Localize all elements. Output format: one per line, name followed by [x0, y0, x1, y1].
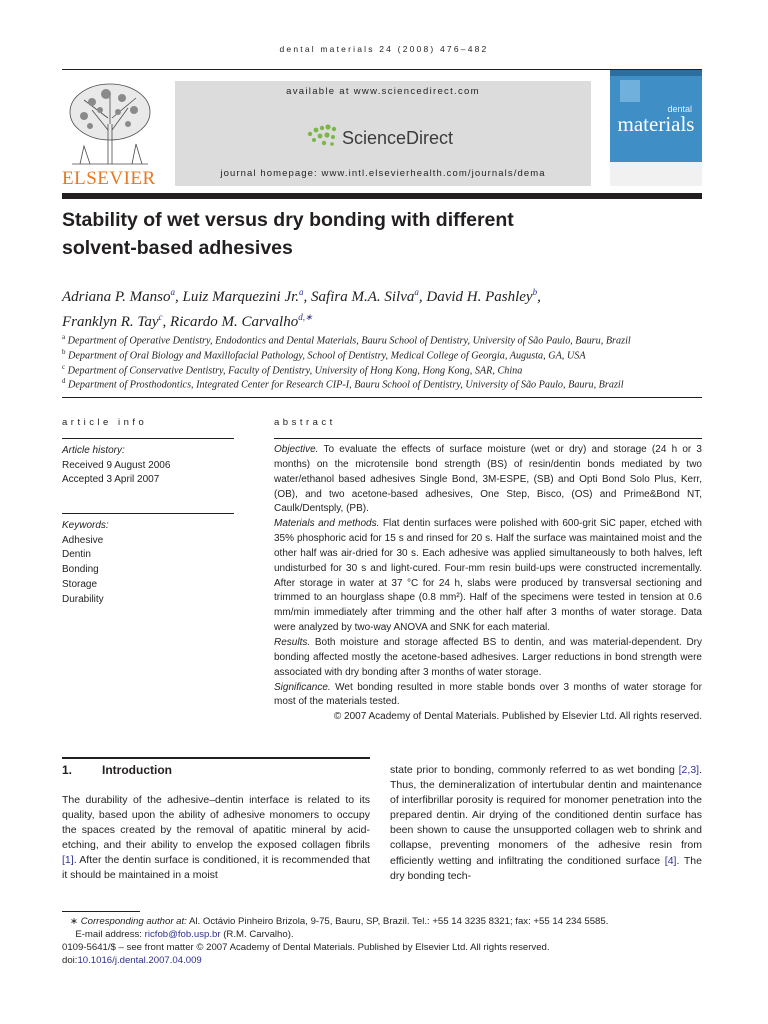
- abstract-objective: [274, 443, 702, 517]
- citation-link[interactable]: [1]: [62, 854, 74, 867]
- article-info-rule: [62, 438, 234, 439]
- author-separator: ,: [418, 289, 427, 305]
- intro-text: . Thus, the demineralization of intertubular dentin and maintenance of interfibrillar porosity is required for monomer penetration into the prepared dentin. Air drying of the conditioned dentin surface has been shown to cause the unsupported collagen web to shrink and collapse, preventing monomers of the adhesive resin from efficiently wetting and infiltrating the conditioned surface: [390, 764, 702, 867]
- intro-text: . After the dentin surface is conditioned, it is recommended that it should be maintained in a moist: [62, 854, 370, 882]
- article-title: [62, 206, 702, 262]
- affiliation-d: [62, 374, 702, 392]
- email-label: E-mail address:: [75, 929, 142, 940]
- intro-left-column: [62, 793, 370, 884]
- journal-cover-image: [610, 70, 702, 186]
- citation-link[interactable]: [2,3]: [678, 764, 700, 776]
- abstract-copyright: © 2007 Academy of Dental Materials. Published by Elsevier Ltd. All rights reserved.: [333, 711, 702, 723]
- author-name: Adriana P. Manso: [62, 289, 171, 305]
- significance-text: Wet bonding resulted in more stable bonds over 3 months of water storage for most of the materials tested.: [274, 681, 702, 708]
- keywords-label: Keywords:: [62, 520, 109, 531]
- available-at-text: available at www.sciencedirect.com: [286, 86, 480, 97]
- methods-text: Flat dentin surfaces were polished with 600-grit SiC paper, etched with 35% phosphoric acid for 15 s and rinsed for 20 s. Half the surface was maintained moist and the other half was air-dried for 30 s. Each adhesive was applied simultaneously to both halves, left undisturbed for 30 s and light-cured. Four-mm resin build-ups were constructed incrementally. After storage in water at 37 °C for 24 h, slabs were produced by transversal sectioning and trimmed to an hourglass shape (0.8 mm²). Half of the specimens were tested in tension at 0.6 mm/min immediately after trimming and the other half after 3 months of water storage. Data were analyzed by two-way ANOVA and SNK for each material.: [274, 518, 702, 634]
- elsevier-tree-logo-icon: [62, 80, 158, 166]
- keyword: Adhesive: [62, 534, 104, 546]
- affiliation-mark: c: [62, 363, 66, 371]
- keywords-rule: [62, 513, 234, 514]
- author-line-2: [62, 307, 702, 332]
- email-link[interactable]: ricfob@fob.usp.br: [144, 929, 221, 940]
- journal-homepage-text: journal homepage: www.intl.elsevierhealth.com/journals/dema: [220, 168, 546, 179]
- keyword: Bonding: [62, 564, 99, 576]
- received-date: Received 9 August 2006: [62, 459, 171, 471]
- abstract-heading: abstract: [274, 417, 336, 428]
- abstract-rule: [274, 438, 702, 439]
- intro-right-column: [390, 763, 702, 884]
- intro-text: state prior to bonding, commonly referred to as wet bonding: [390, 764, 679, 776]
- cover-top-band: [610, 70, 702, 76]
- author-affiliation-mark: a: [414, 287, 419, 297]
- doi-link[interactable]: 10.1016/j.dental.2007.04.009: [77, 955, 202, 966]
- author-affiliation-mark: b: [532, 287, 538, 297]
- cover-bottom-band: [610, 162, 702, 186]
- author-list: [62, 282, 702, 332]
- results-label: Results.: [274, 636, 311, 648]
- elsevier-logo-text: ELSEVIER: [62, 168, 156, 189]
- author-affiliation-mark: a: [299, 287, 304, 297]
- abstract-methods: [274, 517, 702, 636]
- keyword: Dentin: [62, 549, 91, 561]
- front-matter-note: 0109-5641/$ – see front matter © 2007 Academy of Dental Materials. Published by Elsevier Ltd. All rights reserved.: [62, 942, 550, 953]
- affiliation-mark: a: [62, 333, 66, 341]
- affiliation-text: Department of Prosthodontics, Integrated Center for Research CIP-I, Bauru School of Dentistry, University of São Paulo, Bauru, Brazil: [68, 379, 624, 391]
- accepted-date: Accepted 3 April 2007: [62, 474, 160, 486]
- author-name: Franklyn R. Tay: [62, 314, 159, 330]
- corresponding-author-note: [62, 915, 702, 928]
- significance-label: Significance.: [274, 681, 331, 693]
- results-text: Both moisture and storage affected BS to dentin, and was material-dependent. Dry bonding affected mostly the acetone-based adhesives. Larger reductions in bond strength were associated with dry bonding after 3 months of water storage.: [274, 636, 703, 678]
- title-line-2: solvent-based adhesives: [62, 237, 293, 259]
- corresponding-text: Al. Octávio Pinheiro Brizola, 9-75, Bauru, SP, Brazil. Tel.: +55 14 3235 8321; fax: +55 14 234 5585.: [189, 916, 609, 927]
- sciencedirect-wordmark: ScienceDirect: [342, 128, 454, 148]
- title-rule: [62, 193, 702, 199]
- objective-label: Objective.: [274, 444, 319, 455]
- author-affiliation-mark: c: [158, 312, 163, 322]
- citation-link[interactable]: [4]: [664, 854, 677, 867]
- keywords-block: [62, 519, 234, 607]
- footnote-rule: [62, 911, 140, 912]
- title-line-1: Stability of wet versus dry bonding with different: [62, 209, 514, 231]
- email-note: [62, 928, 702, 941]
- author-name: Safira M.A. Silva: [311, 289, 415, 305]
- author-line-1: [62, 282, 702, 307]
- abstract-significance: [274, 681, 702, 711]
- affiliation-text: Department of Operative Dentistry, Endodontics and Dental Materials, Bauru School of Dentistry, University of São Paulo, Bauru, Brazil: [67, 335, 631, 347]
- author-name: Ricardo M. Carvalho: [170, 314, 299, 330]
- affiliation-text: Department of Conservative Dentistry, Faculty of Dentistry, University of Hong Kong, Hong Kong, SAR, China: [67, 365, 523, 377]
- article-info-heading: article info: [62, 417, 148, 428]
- history-label: Article history:: [62, 445, 125, 456]
- affiliation-mark: b: [62, 348, 66, 356]
- doi-note: [62, 954, 702, 967]
- doi-label: doi:: [62, 955, 78, 966]
- intro-text: . The dry bonding tech-: [390, 854, 702, 882]
- abstract-results: [274, 636, 702, 681]
- author-separator: ,: [303, 289, 312, 305]
- corresponding-label: Corresponding author at:: [80, 916, 187, 927]
- author-separator: ,: [162, 314, 171, 330]
- affiliation-text: Department of Oral Biology and Maxillofacial Pathology, School of Dentistry, Medical College of Georgia, Augusta, GA, USA: [68, 350, 586, 362]
- author-name: Luiz Marquezini Jr.: [182, 289, 300, 305]
- author-affiliation-mark: a: [170, 287, 175, 297]
- author-name: David H. Pashley: [426, 289, 533, 305]
- email-owner: (R.M. Carvalho).: [223, 929, 294, 940]
- author-separator: ,: [537, 289, 541, 305]
- cover-thumbnail-icon: [620, 80, 640, 102]
- keyword: Durability: [62, 593, 104, 605]
- author-separator: ,: [174, 289, 183, 305]
- intro-rule: [62, 757, 370, 759]
- keyword: Storage: [62, 578, 98, 590]
- abstract-body: [274, 443, 702, 725]
- intro-section-number: 1.: [62, 763, 73, 777]
- cover-materials-text: materials: [617, 112, 695, 136]
- article-history: [62, 444, 234, 488]
- intro-text: The durability of the adhesive–dentin interface is related to its quality, based upon the ability of adhesive monomers to occupy the spaces created by the removal of apatitic mineral by acid-etching, and their ability to envelop the exposed collagen fibrils: [62, 794, 370, 852]
- cover-dental-text: dental: [667, 104, 692, 114]
- asterisk-mark: ∗: [70, 916, 79, 927]
- objective-text: To evaluate the effects of surface moisture (wet or dry) and storage (24 h or 3 months) on the microtensile bond strength (BS) of resin/dentin bonds mediated by two water/ethanol based adhesives Single Bond, 3M-ESPE, (SB) and Opti Bond Solo Plus, Kerr, (OB), and two acetone-based adhesives, One Step, Bisco, (OS) and Prime&Bond NT, Caulk/Dentsply, (PB).: [274, 444, 702, 515]
- intro-section-title: Introduction: [102, 763, 172, 777]
- affiliation-mark: d: [62, 377, 66, 385]
- methods-label: Materials and methods.: [274, 518, 380, 530]
- journal-citation: dental materials 24 (2008) 476–482: [279, 44, 489, 54]
- section-rule: [62, 397, 702, 398]
- header-rule: [62, 69, 702, 70]
- author-affiliation-mark: d,∗: [298, 312, 313, 322]
